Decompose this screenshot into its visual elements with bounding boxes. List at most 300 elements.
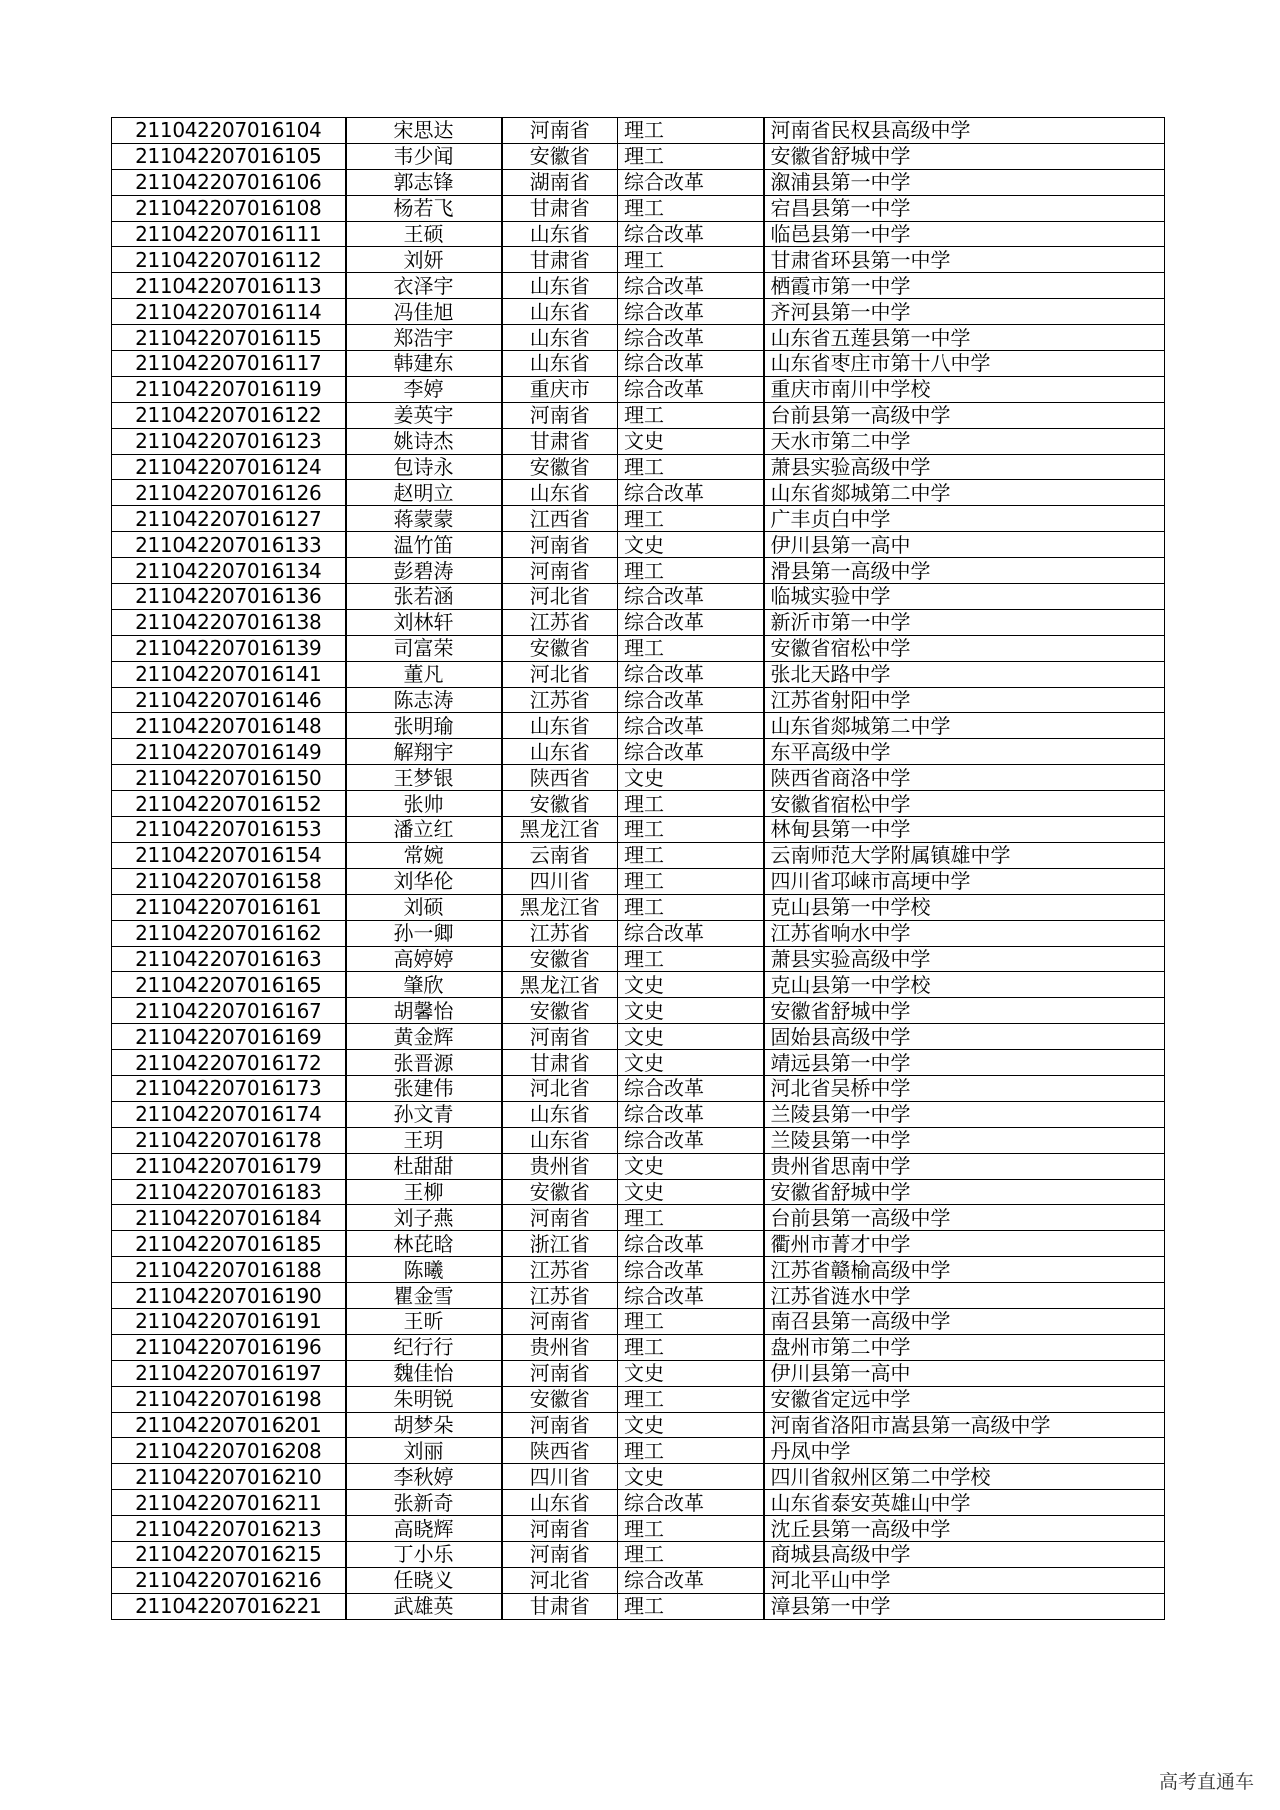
province-cell: 浙江省 — [502, 1231, 618, 1257]
high-school-cell: 广丰贞白中学 — [764, 506, 1165, 532]
subject-track-cell: 理工 — [618, 842, 764, 868]
student-name-cell: 林芘晗 — [346, 1231, 502, 1257]
province-cell: 山东省 — [502, 273, 618, 299]
subject-track-cell: 文史 — [618, 1360, 764, 1386]
exam-number-cell: 211042207016141 — [112, 661, 346, 687]
province-cell: 山东省 — [502, 1101, 618, 1127]
high-school-cell: 栖霞市第一中学 — [764, 273, 1165, 299]
province-cell: 甘肃省 — [502, 195, 618, 221]
student-name-cell: 刘妍 — [346, 247, 502, 273]
exam-number-cell: 211042207016108 — [112, 195, 346, 221]
table-row — [112, 1541, 1165, 1567]
subject-track-cell: 理工 — [618, 247, 764, 273]
table-row — [112, 299, 1165, 325]
student-name-cell: 董凡 — [346, 661, 502, 687]
table-row — [112, 1127, 1165, 1153]
subject-track-cell: 综合改革 — [618, 325, 764, 351]
table-row — [112, 791, 1165, 817]
exam-number-cell: 211042207016117 — [112, 351, 346, 377]
table-row — [112, 609, 1165, 635]
subject-track-cell: 理工 — [618, 894, 764, 920]
high-school-cell: 林甸县第一中学 — [764, 817, 1165, 843]
exam-number-cell: 211042207016211 — [112, 1490, 346, 1516]
student-name-cell: 包诗永 — [346, 454, 502, 480]
subject-track-cell: 综合改革 — [618, 687, 764, 713]
subject-track-cell: 理工 — [618, 817, 764, 843]
subject-track-cell: 理工 — [618, 1516, 764, 1542]
table-row — [112, 713, 1165, 739]
student-name-cell: 张晋源 — [346, 1050, 502, 1076]
subject-track-cell: 综合改革 — [618, 1127, 764, 1153]
high-school-cell: 河南省民权县高级中学 — [764, 118, 1165, 144]
table-row — [112, 1257, 1165, 1283]
province-cell: 湖南省 — [502, 169, 618, 195]
subject-track-cell: 综合改革 — [618, 299, 764, 325]
student-name-cell: 张建伟 — [346, 1075, 502, 1101]
subject-track-cell: 文史 — [618, 998, 764, 1024]
province-cell: 河南省 — [502, 1205, 618, 1231]
subject-track-cell: 理工 — [618, 454, 764, 480]
high-school-cell: 伊川县第一高中 — [764, 1360, 1165, 1386]
subject-track-cell: 文史 — [618, 1412, 764, 1438]
high-school-cell: 台前县第一高级中学 — [764, 402, 1165, 428]
exam-number-cell: 211042207016113 — [112, 273, 346, 299]
province-cell: 河南省 — [502, 1516, 618, 1542]
province-cell: 河南省 — [502, 118, 618, 144]
table-row — [112, 635, 1165, 661]
high-school-cell: 四川省邛崃市高埂中学 — [764, 868, 1165, 894]
subject-track-cell: 综合改革 — [618, 376, 764, 402]
student-name-cell: 陈志涛 — [346, 687, 502, 713]
subject-track-cell: 综合改革 — [618, 1075, 764, 1101]
subject-track-cell: 文史 — [618, 1024, 764, 1050]
province-cell: 甘肃省 — [502, 428, 618, 454]
high-school-cell: 东平高级中学 — [764, 739, 1165, 765]
student-name-cell: 杜甜甜 — [346, 1153, 502, 1179]
province-cell: 河南省 — [502, 558, 618, 584]
subject-track-cell: 综合改革 — [618, 1257, 764, 1283]
subject-track-cell: 理工 — [618, 635, 764, 661]
student-name-cell: 刘子燕 — [346, 1205, 502, 1231]
province-cell: 山东省 — [502, 739, 618, 765]
table-row — [112, 1334, 1165, 1360]
student-name-cell: 王柳 — [346, 1179, 502, 1205]
high-school-cell: 山东省五莲县第一中学 — [764, 325, 1165, 351]
subject-track-cell: 理工 — [618, 118, 764, 144]
high-school-cell: 溆浦县第一中学 — [764, 169, 1165, 195]
high-school-cell: 南召县第一高级中学 — [764, 1308, 1165, 1334]
exam-number-cell: 211042207016112 — [112, 247, 346, 273]
student-name-cell: 彭碧涛 — [346, 558, 502, 584]
exam-number-cell: 211042207016161 — [112, 894, 346, 920]
subject-track-cell: 理工 — [618, 1386, 764, 1412]
student-list-body — [112, 118, 1165, 1620]
student-name-cell: 胡梦朵 — [346, 1412, 502, 1438]
subject-track-cell: 综合改革 — [618, 1101, 764, 1127]
table-row — [112, 532, 1165, 558]
exam-number-cell: 211042207016119 — [112, 376, 346, 402]
exam-number-cell: 211042207016105 — [112, 143, 346, 169]
province-cell: 河南省 — [502, 402, 618, 428]
student-name-cell: 武雄英 — [346, 1593, 502, 1619]
exam-number-cell: 211042207016126 — [112, 480, 346, 506]
subject-track-cell: 综合改革 — [618, 609, 764, 635]
table-row — [112, 661, 1165, 687]
high-school-cell: 台前县第一高级中学 — [764, 1205, 1165, 1231]
table-row — [112, 765, 1165, 791]
exam-number-cell: 211042207016179 — [112, 1153, 346, 1179]
high-school-cell: 安徽省宿松中学 — [764, 635, 1165, 661]
province-cell: 山东省 — [502, 1490, 618, 1516]
exam-number-cell: 211042207016136 — [112, 584, 346, 610]
student-name-cell: 胡馨怡 — [346, 998, 502, 1024]
high-school-cell: 盘州市第二中学 — [764, 1334, 1165, 1360]
exam-number-cell: 211042207016150 — [112, 765, 346, 791]
high-school-cell: 靖远县第一中学 — [764, 1050, 1165, 1076]
student-name-cell: 王硕 — [346, 221, 502, 247]
table-row — [112, 1464, 1165, 1490]
table-row — [112, 1386, 1165, 1412]
subject-track-cell: 文史 — [618, 532, 764, 558]
subject-track-cell: 综合改革 — [618, 221, 764, 247]
subject-track-cell: 理工 — [618, 195, 764, 221]
exam-number-cell: 211042207016183 — [112, 1179, 346, 1205]
high-school-cell: 河北省吴桥中学 — [764, 1075, 1165, 1101]
exam-number-cell: 211042207016115 — [112, 325, 346, 351]
subject-track-cell: 理工 — [618, 506, 764, 532]
subject-track-cell: 理工 — [618, 558, 764, 584]
exam-number-cell: 211042207016122 — [112, 402, 346, 428]
table-row — [112, 1179, 1165, 1205]
province-cell: 河北省 — [502, 584, 618, 610]
table-row — [112, 351, 1165, 377]
student-name-cell: 韩建东 — [346, 351, 502, 377]
high-school-cell: 安徽省定远中学 — [764, 1386, 1165, 1412]
high-school-cell: 安徽省舒城中学 — [764, 998, 1165, 1024]
table-row — [112, 1308, 1165, 1334]
subject-track-cell: 综合改革 — [618, 273, 764, 299]
table-row — [112, 1490, 1165, 1516]
subject-track-cell: 理工 — [618, 791, 764, 817]
student-name-cell: 潘立红 — [346, 817, 502, 843]
exam-number-cell: 211042207016169 — [112, 1024, 346, 1050]
table-row — [112, 143, 1165, 169]
exam-number-cell: 211042207016106 — [112, 169, 346, 195]
province-cell: 安徽省 — [502, 454, 618, 480]
student-name-cell: 高婷婷 — [346, 946, 502, 972]
student-name-cell: 郑浩宇 — [346, 325, 502, 351]
province-cell: 安徽省 — [502, 791, 618, 817]
exam-number-cell: 211042207016111 — [112, 221, 346, 247]
exam-number-cell: 211042207016123 — [112, 428, 346, 454]
subject-track-cell: 理工 — [618, 1593, 764, 1619]
student-name-cell: 肇欣 — [346, 972, 502, 998]
exam-number-cell: 211042207016191 — [112, 1308, 346, 1334]
high-school-cell: 萧县实验高级中学 — [764, 946, 1165, 972]
high-school-cell: 临邑县第一中学 — [764, 221, 1165, 247]
subject-track-cell: 理工 — [618, 868, 764, 894]
exam-number-cell: 211042207016162 — [112, 920, 346, 946]
province-cell: 黑龙江省 — [502, 972, 618, 998]
subject-track-cell: 文史 — [618, 765, 764, 791]
province-cell: 江西省 — [502, 506, 618, 532]
student-name-cell: 姜英宇 — [346, 402, 502, 428]
high-school-cell: 江苏省响水中学 — [764, 920, 1165, 946]
table-row — [112, 1593, 1165, 1619]
subject-track-cell: 综合改革 — [618, 351, 764, 377]
subject-track-cell: 文史 — [618, 1153, 764, 1179]
student-name-cell: 丁小乐 — [346, 1541, 502, 1567]
province-cell: 山东省 — [502, 325, 618, 351]
high-school-cell: 重庆市南川中学校 — [764, 376, 1165, 402]
student-name-cell: 韦少闻 — [346, 143, 502, 169]
province-cell: 河北省 — [502, 1567, 618, 1593]
subject-track-cell: 综合改革 — [618, 1567, 764, 1593]
province-cell: 山东省 — [502, 351, 618, 377]
province-cell: 河南省 — [502, 1024, 618, 1050]
province-cell: 河南省 — [502, 1541, 618, 1567]
table-row — [112, 247, 1165, 273]
exam-number-cell: 211042207016163 — [112, 946, 346, 972]
subject-track-cell: 综合改革 — [618, 584, 764, 610]
exam-number-cell: 211042207016172 — [112, 1050, 346, 1076]
table-row — [112, 118, 1165, 144]
high-school-cell: 四川省叙州区第二中学校 — [764, 1464, 1165, 1490]
table-row — [112, 998, 1165, 1024]
exam-number-cell: 211042207016173 — [112, 1075, 346, 1101]
exam-number-cell: 211042207016185 — [112, 1231, 346, 1257]
high-school-cell: 安徽省宿松中学 — [764, 791, 1165, 817]
exam-number-cell: 211042207016114 — [112, 299, 346, 325]
table-row — [112, 506, 1165, 532]
subject-track-cell: 综合改革 — [618, 1490, 764, 1516]
high-school-cell: 齐河县第一中学 — [764, 299, 1165, 325]
table-row — [112, 1412, 1165, 1438]
high-school-cell: 漳县第一中学 — [764, 1593, 1165, 1619]
student-name-cell: 黄金辉 — [346, 1024, 502, 1050]
student-name-cell: 张若涵 — [346, 584, 502, 610]
table-row — [112, 1024, 1165, 1050]
exam-number-cell: 211042207016165 — [112, 972, 346, 998]
high-school-cell: 山东省枣庄市第十八中学 — [764, 351, 1165, 377]
exam-number-cell: 211042207016208 — [112, 1438, 346, 1464]
student-name-cell: 张新奇 — [346, 1490, 502, 1516]
subject-track-cell: 综合改革 — [618, 1231, 764, 1257]
high-school-cell: 新沂市第一中学 — [764, 609, 1165, 635]
exam-number-cell: 211042207016158 — [112, 868, 346, 894]
province-cell: 四川省 — [502, 868, 618, 894]
exam-number-cell: 211042207016174 — [112, 1101, 346, 1127]
province-cell: 云南省 — [502, 842, 618, 868]
province-cell: 山东省 — [502, 480, 618, 506]
student-name-cell: 孙一卿 — [346, 920, 502, 946]
high-school-cell: 河北平山中学 — [764, 1567, 1165, 1593]
province-cell: 山东省 — [502, 1127, 618, 1153]
high-school-cell: 克山县第一中学校 — [764, 972, 1165, 998]
province-cell: 安徽省 — [502, 635, 618, 661]
subject-track-cell: 综合改革 — [618, 480, 764, 506]
subject-track-cell: 综合改革 — [618, 1283, 764, 1309]
high-school-cell: 萧县实验高级中学 — [764, 454, 1165, 480]
table-row — [112, 1567, 1165, 1593]
student-name-cell: 宋思达 — [346, 118, 502, 144]
student-name-cell: 郭志锋 — [346, 169, 502, 195]
student-name-cell: 衣泽宇 — [346, 273, 502, 299]
exam-number-cell: 211042207016178 — [112, 1127, 346, 1153]
province-cell: 甘肃省 — [502, 1050, 618, 1076]
table-row — [112, 1205, 1165, 1231]
table-row — [112, 1360, 1165, 1386]
subject-track-cell: 理工 — [618, 1334, 764, 1360]
student-name-cell: 任晓义 — [346, 1567, 502, 1593]
table-row — [112, 376, 1165, 402]
table-row — [112, 402, 1165, 428]
table-row — [112, 972, 1165, 998]
table-row — [112, 1101, 1165, 1127]
table-row — [112, 1075, 1165, 1101]
table-row — [112, 273, 1165, 299]
province-cell: 山东省 — [502, 299, 618, 325]
province-cell: 江苏省 — [502, 920, 618, 946]
province-cell: 贵州省 — [502, 1153, 618, 1179]
province-cell: 贵州省 — [502, 1334, 618, 1360]
high-school-cell: 山东省郯城第二中学 — [764, 713, 1165, 739]
table-row — [112, 325, 1165, 351]
high-school-cell: 张北天路中学 — [764, 661, 1165, 687]
high-school-cell: 江苏省赣榆高级中学 — [764, 1257, 1165, 1283]
subject-track-cell: 文史 — [618, 1179, 764, 1205]
exam-number-cell: 211042207016149 — [112, 739, 346, 765]
high-school-cell: 安徽省舒城中学 — [764, 143, 1165, 169]
student-name-cell: 王昕 — [346, 1308, 502, 1334]
table-row — [112, 1516, 1165, 1542]
high-school-cell: 天水市第二中学 — [764, 428, 1165, 454]
province-cell: 河南省 — [502, 1308, 618, 1334]
exam-number-cell: 211042207016201 — [112, 1412, 346, 1438]
exam-number-cell: 211042207016184 — [112, 1205, 346, 1231]
province-cell: 安徽省 — [502, 1386, 618, 1412]
high-school-cell: 宕昌县第一中学 — [764, 195, 1165, 221]
province-cell: 河南省 — [502, 1412, 618, 1438]
high-school-cell: 衢州市菁才中学 — [764, 1231, 1165, 1257]
exam-number-cell: 211042207016167 — [112, 998, 346, 1024]
table-row — [112, 558, 1165, 584]
exam-number-cell: 211042207016198 — [112, 1386, 346, 1412]
student-name-cell: 刘华伦 — [346, 868, 502, 894]
province-cell: 江苏省 — [502, 687, 618, 713]
province-cell: 安徽省 — [502, 143, 618, 169]
table-row — [112, 1153, 1165, 1179]
subject-track-cell: 文史 — [618, 1050, 764, 1076]
province-cell: 山东省 — [502, 221, 618, 247]
subject-track-cell: 文史 — [618, 1464, 764, 1490]
student-name-cell: 姚诗杰 — [346, 428, 502, 454]
province-cell: 江苏省 — [502, 609, 618, 635]
high-school-cell: 贵州省思南中学 — [764, 1153, 1165, 1179]
province-cell: 安徽省 — [502, 1179, 618, 1205]
exam-number-cell: 211042207016146 — [112, 687, 346, 713]
exam-number-cell: 211042207016104 — [112, 118, 346, 144]
student-name-cell: 刘丽 — [346, 1438, 502, 1464]
high-school-cell: 山东省郯城第二中学 — [764, 480, 1165, 506]
province-cell: 陕西省 — [502, 1438, 618, 1464]
student-name-cell: 朱明锐 — [346, 1386, 502, 1412]
subject-track-cell: 理工 — [618, 143, 764, 169]
table-row — [112, 894, 1165, 920]
high-school-cell: 河南省洛阳市嵩县第一高级中学 — [764, 1412, 1165, 1438]
table-row — [112, 480, 1165, 506]
high-school-cell: 滑县第一高级中学 — [764, 558, 1165, 584]
table-row — [112, 739, 1165, 765]
subject-track-cell: 综合改革 — [618, 739, 764, 765]
province-cell: 河南省 — [502, 1360, 618, 1386]
student-name-cell: 张帅 — [346, 791, 502, 817]
subject-track-cell: 理工 — [618, 1205, 764, 1231]
exam-number-cell: 211042207016134 — [112, 558, 346, 584]
student-name-cell: 陈曦 — [346, 1257, 502, 1283]
student-name-cell: 刘林轩 — [346, 609, 502, 635]
province-cell: 江苏省 — [502, 1283, 618, 1309]
student-name-cell: 赵明立 — [346, 480, 502, 506]
high-school-cell: 陕西省商洛中学 — [764, 765, 1165, 791]
watermark-text: 高考直通车 — [1158, 1771, 1254, 1793]
subject-track-cell: 综合改革 — [618, 920, 764, 946]
table-row — [112, 868, 1165, 894]
subject-track-cell: 文史 — [618, 972, 764, 998]
table-row — [112, 1050, 1165, 1076]
province-cell: 河北省 — [502, 661, 618, 687]
table-row — [112, 169, 1165, 195]
high-school-cell: 山东省泰安英雄山中学 — [764, 1490, 1165, 1516]
subject-track-cell: 理工 — [618, 402, 764, 428]
table-row — [112, 454, 1165, 480]
student-name-cell: 王玥 — [346, 1127, 502, 1153]
exam-number-cell: 211042207016216 — [112, 1567, 346, 1593]
high-school-cell: 固始县高级中学 — [764, 1024, 1165, 1050]
table-row — [112, 842, 1165, 868]
exam-number-cell: 211042207016215 — [112, 1541, 346, 1567]
high-school-cell: 伊川县第一高中 — [764, 532, 1165, 558]
exam-number-cell: 211042207016127 — [112, 506, 346, 532]
table-row — [112, 428, 1165, 454]
student-name-cell: 温竹笛 — [346, 532, 502, 558]
exam-number-cell: 211042207016133 — [112, 532, 346, 558]
high-school-cell: 丹凤中学 — [764, 1438, 1165, 1464]
student-list-table — [111, 117, 1165, 1620]
table-row — [112, 1283, 1165, 1309]
exam-number-cell: 211042207016138 — [112, 609, 346, 635]
exam-number-cell: 211042207016210 — [112, 1464, 346, 1490]
province-cell: 重庆市 — [502, 376, 618, 402]
province-cell: 甘肃省 — [502, 247, 618, 273]
student-name-cell: 蒋蒙蒙 — [346, 506, 502, 532]
province-cell: 黑龙江省 — [502, 817, 618, 843]
subject-track-cell: 文史 — [618, 428, 764, 454]
student-name-cell: 孙文青 — [346, 1101, 502, 1127]
exam-number-cell: 211042207016152 — [112, 791, 346, 817]
exam-number-cell: 211042207016153 — [112, 817, 346, 843]
student-name-cell: 李婷 — [346, 376, 502, 402]
subject-track-cell: 综合改革 — [618, 661, 764, 687]
high-school-cell: 甘肃省环县第一中学 — [764, 247, 1165, 273]
exam-number-cell: 211042207016221 — [112, 1593, 346, 1619]
exam-number-cell: 211042207016124 — [112, 454, 346, 480]
high-school-cell: 兰陵县第一中学 — [764, 1127, 1165, 1153]
table-row — [112, 687, 1165, 713]
table-row — [112, 1231, 1165, 1257]
exam-number-cell: 211042207016196 — [112, 1334, 346, 1360]
subject-track-cell: 理工 — [618, 946, 764, 972]
